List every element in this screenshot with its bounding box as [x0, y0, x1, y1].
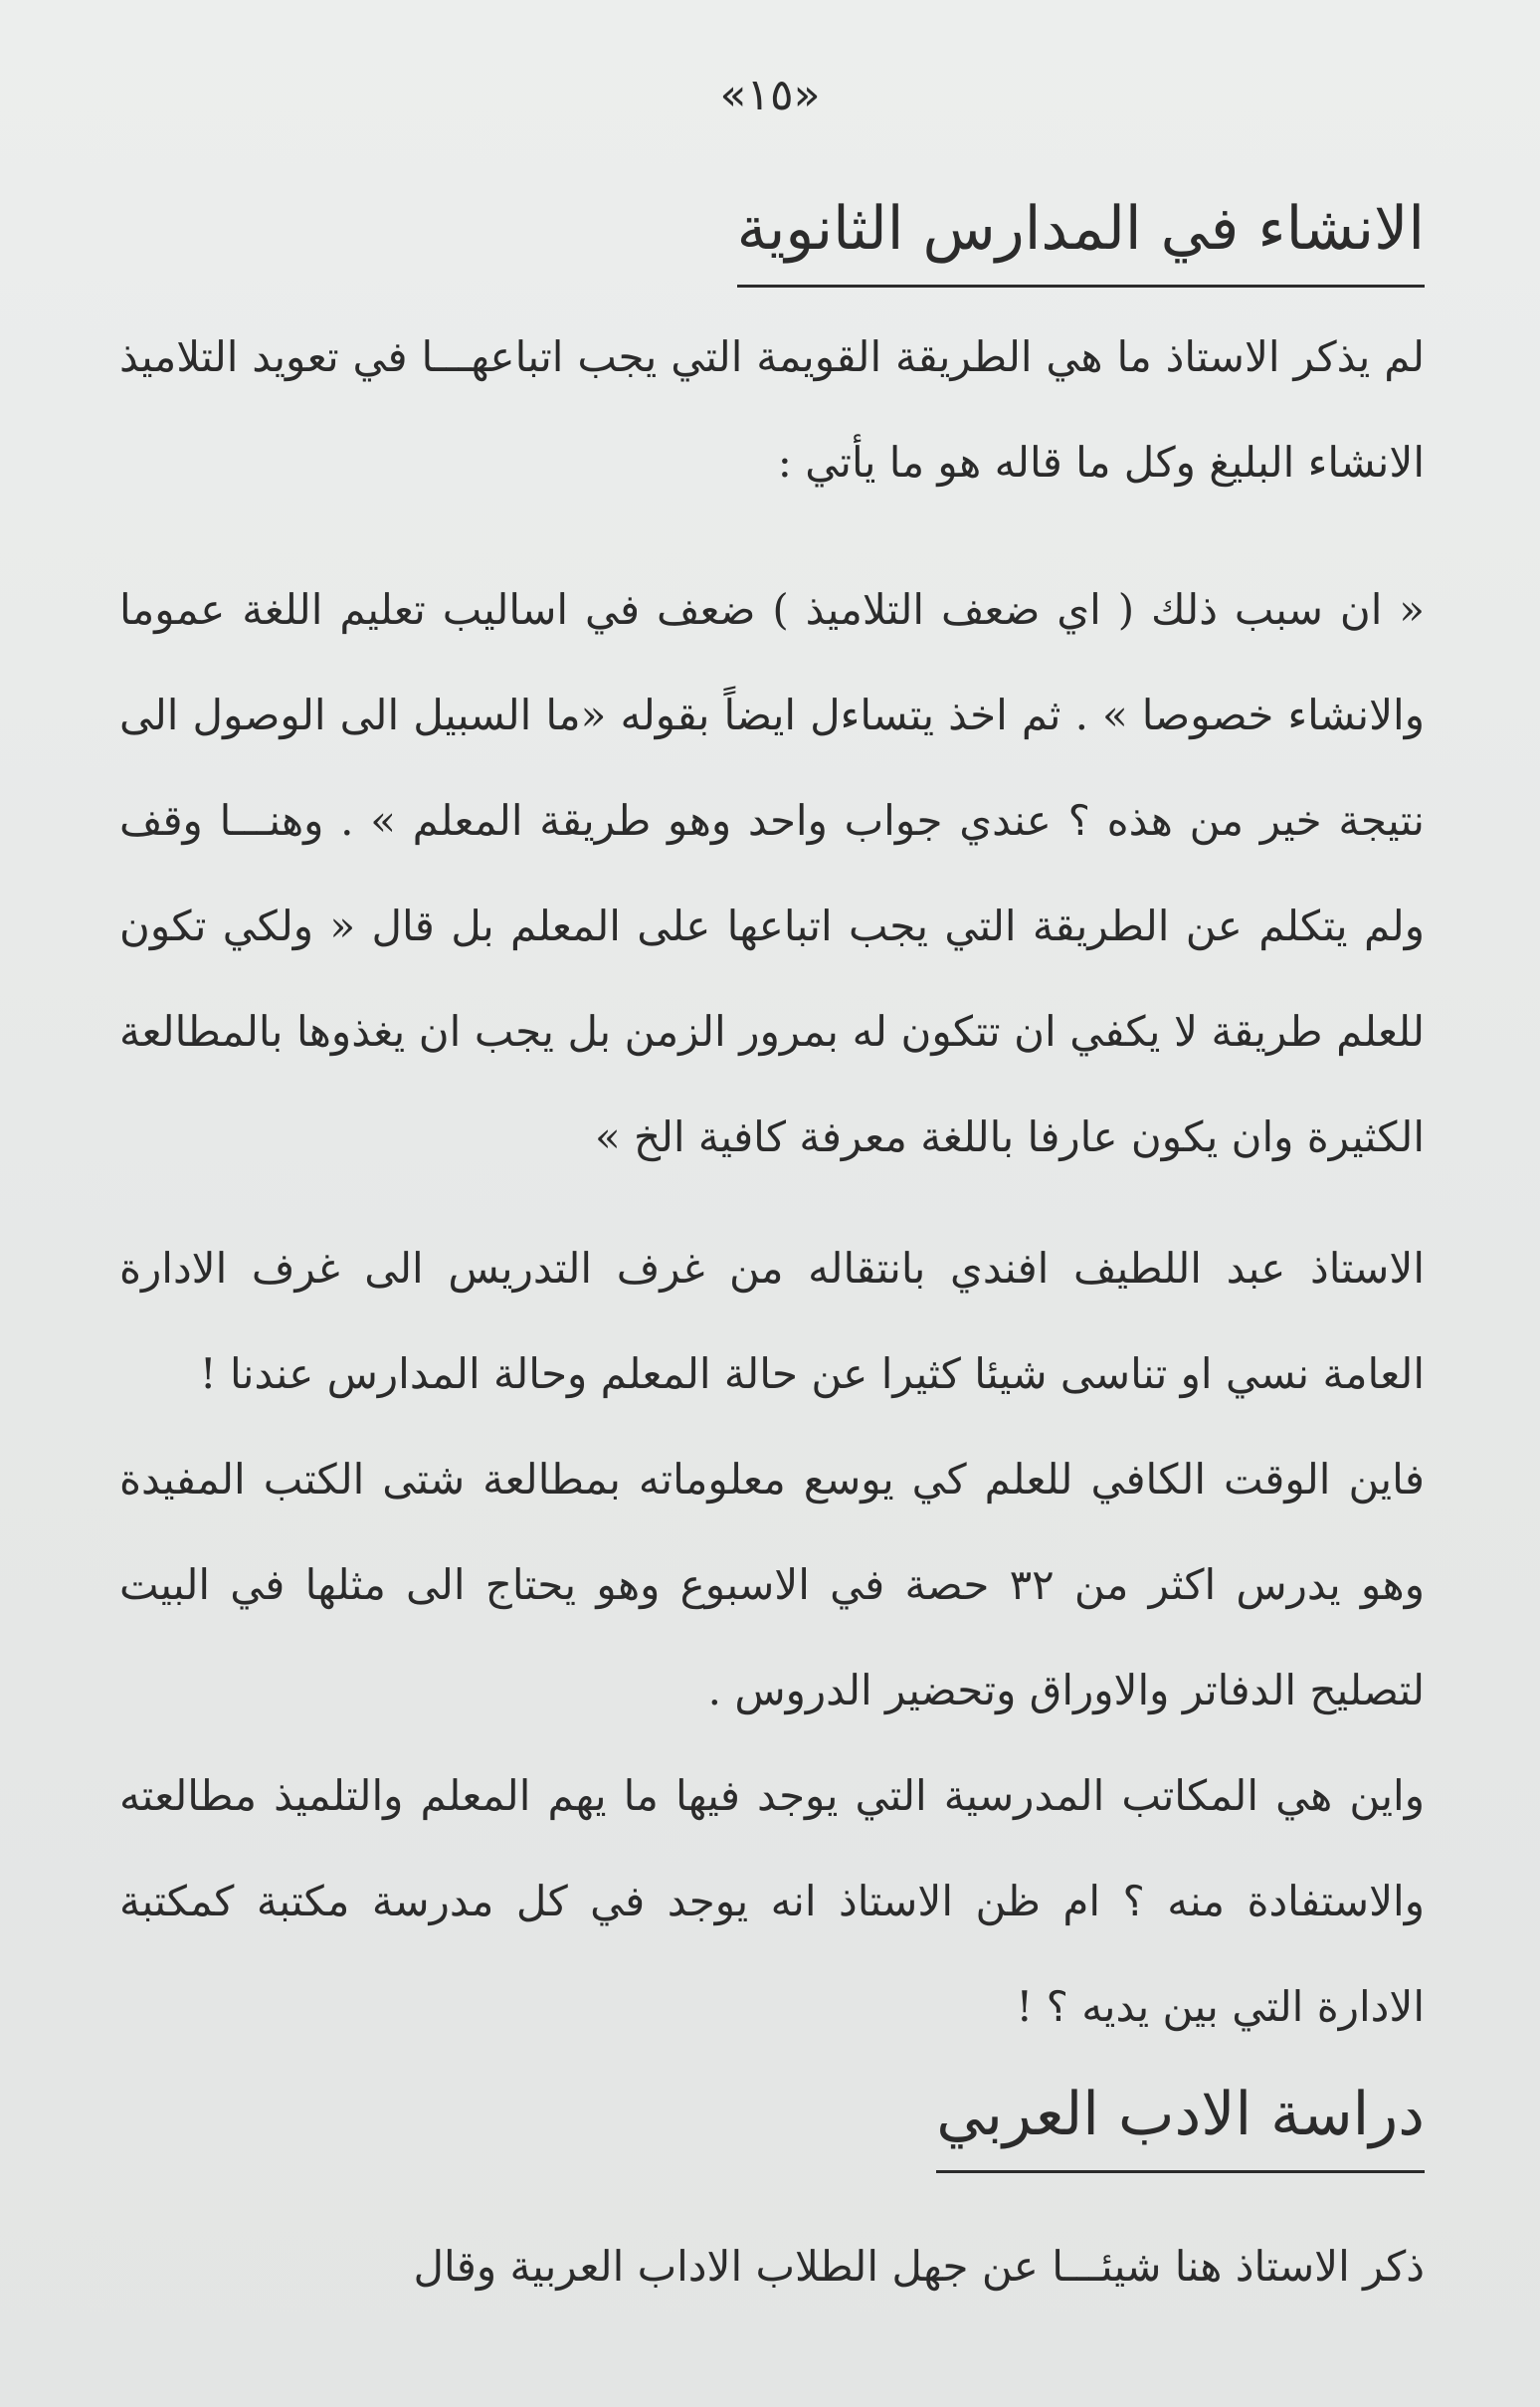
section-heading-secondary-schools: الانشاء في المدارس الثانوية — [737, 189, 1425, 288]
paragraph: واين هي المكاتب المدرسية التي يوجد فيها ما يهم المعلم والتلميذ مطالعته والاستفادة منه ؟ ام ظن الاستاذ انه يوجد في كل مدرسة مكتبة كمكتبة الادارة التي بين يديه ؟ ! — [119, 1771, 1425, 2031]
section-heading-arabic-literature: دراسة الادب العربي — [936, 2075, 1425, 2173]
quoted-paragraph: « ان سبب ذلك ( اي ضعف التلاميذ ) ضعف في اساليب تعليم اللغة عموما والانشاء خصوصا » . ثم اخذ يتساءل ايضاً بقوله «ما السبيل الى الوصول الى نتيجة خير من هذه ؟ عندي جواب واحد وهو طريقة المعلم » . وهنـــا وقف ولم يتكلم عن الطريقة التي يجب اتباعها على المعلم بل قال « ولكي تكون للعلم طريقة لا يكفي ان تتكون له بمرور الزمن بل يجب ان يغذوها بالمطالعة الكثيرة وان يكون عارفا باللغة معرفة كافية الخ » — [119, 585, 1425, 1161]
page-number: «١٥» — [719, 70, 821, 120]
paragraph: لم يذكر الاستاذ ما هي الطريقة القويمة التي يجب اتباعهـــا في تعويد التلاميذ الانشاء البليغ وكل ما قاله هو ما يأتي : — [119, 332, 1425, 487]
paragraph: فاين الوقت الكافي للعلم كي يوسع معلوماته بمطالعة شتى الكتب المفيدة وهو يدرس اكثر من ٣٢ حصة في الاسبوع وهو يحتاج الى مثلها في البيت لتصليح الدفاتر والاوراق وتحضير الدروس . — [119, 1455, 1425, 1714]
paragraph: ذكر الاستاذ هنا شيئـــا عن جهل الطلاب الاداب العربية وقال — [413, 2242, 1425, 2291]
paragraph: الاستاذ عبد اللطيف افندي بانتقاله من غرف التدريس الى غرف الادارة العامة نسي او تناسى شيئا كثيرا عن حالة المعلم وحالة المدارس عندنا ! — [119, 1244, 1425, 1398]
